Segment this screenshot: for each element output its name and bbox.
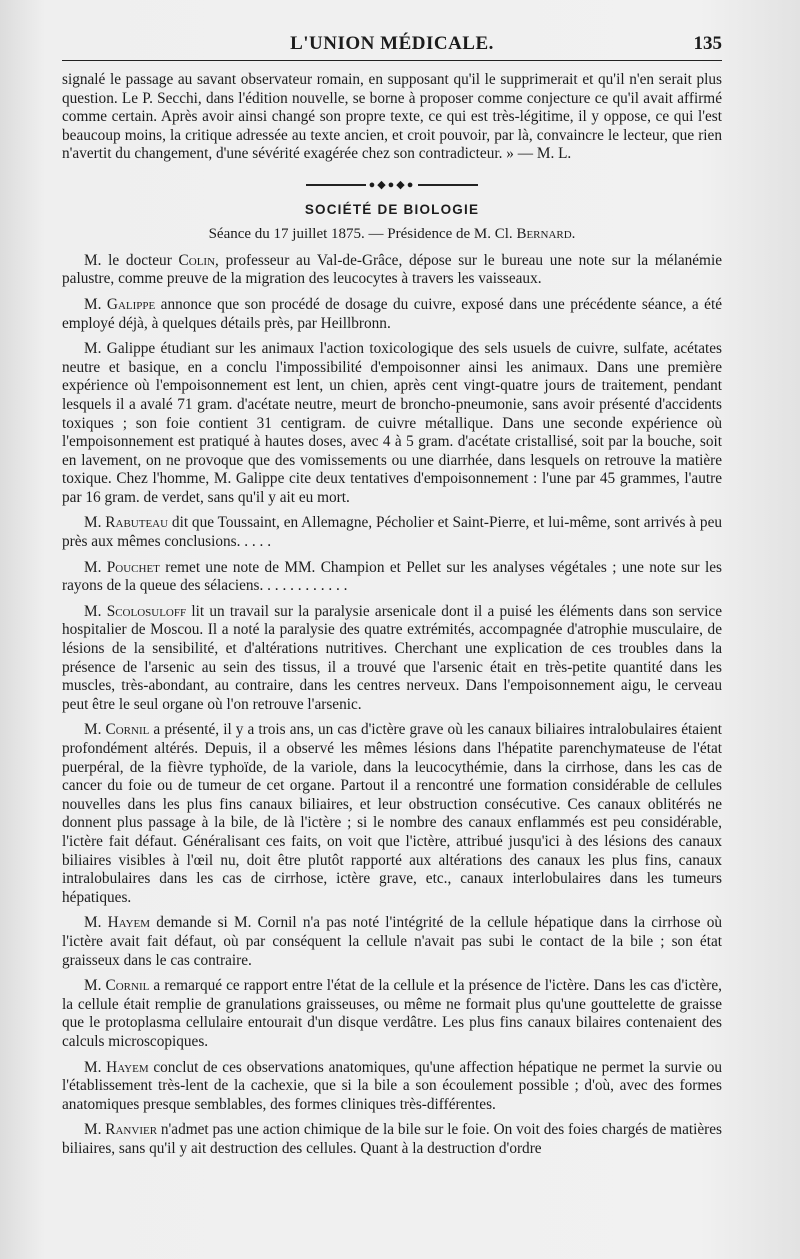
proceedings-paragraph bbox=[62, 914, 722, 970]
ornament-rule-right bbox=[418, 184, 478, 186]
paragraph-lead: M. bbox=[84, 1058, 107, 1076]
proceedings-paragraph bbox=[62, 514, 722, 551]
ornament-rule-left bbox=[306, 184, 366, 186]
speaker-name: Colin bbox=[178, 251, 216, 269]
speaker-name: Ranvier bbox=[105, 1121, 158, 1139]
article-body bbox=[62, 71, 722, 1158]
session-line bbox=[62, 225, 722, 244]
paragraph-text: dit que Toussaint, en Allemagne, Pécholier et Saint-Pierre, et lui-même, sont arrivés à peu près aux mêmes conclusions. . . . . bbox=[62, 514, 723, 551]
paragraph-lead: M. bbox=[84, 914, 108, 932]
paragraph-lead: M. le docteur bbox=[84, 251, 179, 269]
speaker-name: Scolosuloff bbox=[106, 602, 187, 620]
proceedings-paragraph bbox=[62, 977, 722, 1051]
speaker-name: Rabuteau bbox=[105, 514, 169, 532]
paragraph-lead: M. bbox=[84, 514, 106, 532]
president-name: Bernard bbox=[516, 226, 572, 243]
paragraph-lead: M. Galippe étudiant sur les animaux l'action toxicologique des sels usuels de cuivre, sulfate, acétates neutre et basique, en a conclu l'impossibilité d'empoisonner ainsi les animaux. Dans une première expérience où l'empoisonnement est lent, un chien, après cent vingt-quatre jours de traitement, pendant lesquels il a avalé 71 gram. d'acétate neutre, meurt de broncho-pneumonie, sans avoir présenté d'accidents toxiques ; son foie contient 31 centigram. de cuivre métallique. Dans une seconde expérience où l'empoisonnement est pratiqué à hautes doses, avec 4 à 5 gram. d'acétate cristallisé, soit par la bouche, soit en lavement, on ne provoque que des vomissements ou une diarrhée, dans lesquels on retrouve la matière toxique. Chez l'homme, M. Galippe cite deux tentatives d'empoisonnement : l'une par 45 grammes, l'autre par 16 gram. de verdet, sans qu'il y ait eu mort. bbox=[62, 340, 722, 506]
proceedings-paragraph bbox=[62, 1121, 722, 1158]
proceedings-paragraph bbox=[62, 340, 722, 507]
speaker-name: Galippe bbox=[106, 295, 156, 313]
paragraph-text: conclut de ces observations anatomiques, qu'une affection hépatique ne permet la survie ou l'établissement très-lent de la cachexie, que si la bile a son écoulement possible ; d'où, avec des formes anatomiques presque semblables, des formes cliniques très-différentes. bbox=[62, 1058, 722, 1113]
running-title: L'UNION MÉDICALE. bbox=[290, 33, 494, 54]
ornament-dots: ●◆●◆● bbox=[368, 178, 416, 191]
proceedings-paragraph bbox=[62, 1059, 722, 1115]
paragraph-text: n'admet pas une action chimique de la bile sur le foie. On voit des foies chargés de matières biliaires, sans qu'il y ait destruction des cellules. Quant à la destruction d'ordre bbox=[62, 1121, 722, 1157]
speaker-name: Hayem bbox=[106, 1058, 149, 1076]
proceedings-paragraph bbox=[62, 252, 722, 289]
paragraph-text: remet une note de MM. Champion et Pellet sur les analyses végétales ; une note sur les rayons de la queue des sélaciens. . . . . . . . . . . . bbox=[62, 558, 723, 595]
paragraph-lead: M. bbox=[84, 602, 107, 620]
page-number: 135 bbox=[693, 33, 722, 54]
proceedings-paragraph bbox=[62, 559, 722, 596]
section-title: SOCIÉTÉ DE BIOLOGIE bbox=[304, 201, 480, 217]
proceedings-paragraph bbox=[62, 603, 722, 715]
speaker-name: Cornil bbox=[105, 721, 150, 739]
speaker-name: Hayem bbox=[107, 914, 151, 932]
proceedings bbox=[62, 252, 722, 1159]
speaker-name: Cornil bbox=[105, 977, 150, 995]
paragraph-lead: M. bbox=[84, 295, 107, 313]
intro-paragraph: signalé le passage au savant observateur romain, en supposant qu'il le supprimerait et qu'il n'en serait plus question. Le P. Secchi, dans l'édition nouvelle, se borne à proposer comme conjecture ce qu'il avait affirmé comme certain. Après avoir ainsi changé son propre texte, ce qui est très-légitime, il y oppose, ce qui l'est beaucoup moins, la critique adressée au texte ancien, et croit pouvoir, par là, convaincre le lecteur, que rien n'avertit du changement, d'une sévérité exagérée chez son contradicteur. » — M. L. bbox=[62, 71, 722, 163]
proceedings-paragraph bbox=[62, 296, 722, 333]
paragraph-text: annonce que son procédé de dosage du cuivre, exposé dans une précédente séance, a été employé déjà, à quelques détails près, par Heillbronn. bbox=[62, 295, 723, 332]
session-text: Séance du 17 juillet 1875. — Présidence de M. Cl. bbox=[208, 226, 517, 243]
paragraph-text: , professeur au Val-de-Grâce, dépose sur le bureau une note sur la mélanémie palustre, comme preuve de la migration des leucocytes à travers les vaisseaux. bbox=[62, 251, 722, 288]
paragraph-lead: M. bbox=[84, 721, 106, 739]
running-head bbox=[62, 30, 722, 61]
section-ornament bbox=[62, 176, 722, 195]
paragraph-text: lit un travail sur la paralysie arsenicale dont il a puisé les éléments dans son service hospitalier de Moscou. Il a noté la paralysie des quatre extrémités, accompagnée d'atrophie musculaire, de lésions de la sensibilité, et d'altérations nutritives. Cherchant une explication de ces troubles dans la présence de l'arsenic au sein des tissus, il a trouvé que l'arsenic était en très-petite quantité dans les muscles, très-abondant, au contraire, dans les centres nerveux. Dans l'empoisonnement aigu, le cerveau peut être le seul organe où l'on retrouve l'arsenic. bbox=[62, 602, 723, 713]
paragraph-text: a présenté, il y a trois ans, un cas d'ictère grave où les canaux biliaires intralobulaires étaient profondément altérés. Depuis, il a observé les mêmes lésions dans l'hépatite parenchymateuse de l'état puerpéral, de la fièvre typhoïde, de la variole, dans la leucocythémie, dans la cirrhose, dans les cas de cancer du foie ou de tumeur de cet organe. Partout il a rencontré une formation considérable de cellules nouvelles dans les plus fins canaux biliaires, et leur obstruction consécutive. Ces canaux oblitérés ne donnent plus passage à la bile, de là l'ictère ; si le nombre des canaux enflammés est peu considérable, l'ictère fait défaut. Généralisant ces faits, on voit que l'ictère, attribué jusqu'ici à des lésions des canaux biliaires visibles à l'œil nu, doit être plutôt rapporté aux altérations des canaux les plus fins, canaux intralobulaires dans les cas de cirrhose, ictère grave, etc., canaux interlobulaires dans les tumeurs hépatiques. bbox=[62, 721, 723, 906]
paragraph-text: demande si M. Cornil n'a pas noté l'intégrité de la cellule hépatique dans la cirrhose où l'ictère avait fait défaut, où par conséquent la cellule n'avait pas subi le contact de la bile ; son état graisseux dans le cas contraire. bbox=[62, 914, 723, 969]
paragraph-lead: M. bbox=[84, 977, 106, 995]
session-end: . bbox=[571, 226, 576, 243]
paragraph-text: a remarqué ce rapport entre l'état de la cellule et la présence de l'ictère. Dans les cas d'ictère, la cellule était remplie de granulations graisseuses, ou même ne formait plus qu'une gouttelette de graisse que le protoplasma cellulaire entourait d'un disque verdâtre. Les plus fins canaux bilaires contenaient des calculs microscopiques. bbox=[62, 977, 722, 1050]
proceedings-paragraph bbox=[62, 721, 722, 907]
paragraph-lead: M. bbox=[84, 1121, 106, 1139]
speaker-name: Pouchet bbox=[106, 558, 160, 576]
paragraph-lead: M. bbox=[84, 558, 107, 576]
